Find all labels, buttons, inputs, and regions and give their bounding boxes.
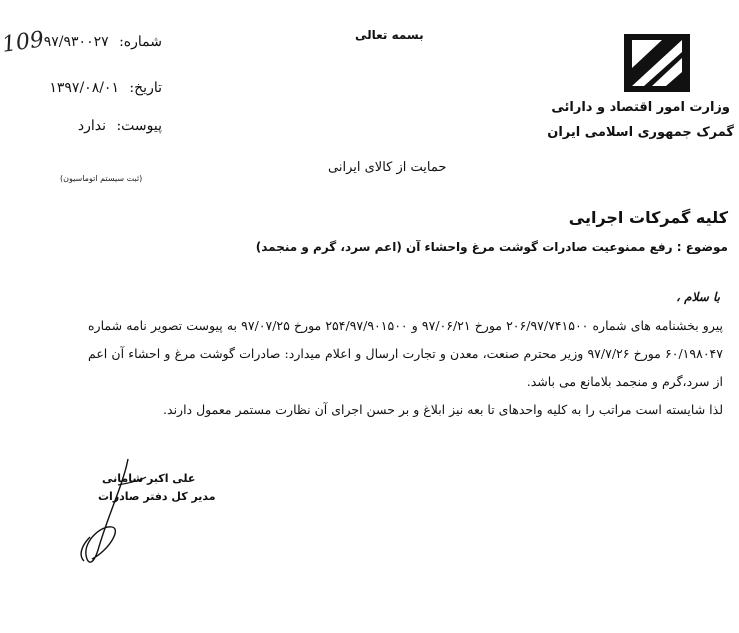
letter-attachment — [40, 118, 162, 134]
handwritten-mark: 109 — [0, 27, 46, 58]
ministry-name: وزارت امور اقتصاد و دارائی — [551, 100, 730, 115]
slogan: حمایت از کالای ایرانی — [328, 160, 447, 175]
signer-title: مدیر کل دفتر صادرات — [98, 490, 216, 503]
attachment-value: ندارد — [77, 118, 106, 134]
number-value: ۹۷/۹۳۰۰۲۷ — [43, 34, 109, 50]
besmeh-heading: بسمه تعالی — [355, 28, 424, 42]
letter-number — [40, 34, 162, 50]
date-label: تاریخ: — [129, 80, 162, 96]
signer-name: علی اکبر شامانی — [102, 472, 196, 485]
body-paragraph: لذا شایسته است مراتب را به کلیه واحدهای تا بعه نیز ابلاغ و بر حسن اجرای آن نظارت مستمر معمول دارند. — [163, 402, 723, 417]
greeting: با سلام ، — [676, 290, 720, 304]
customs-name: گمرک جمهوری اسلامی ایران — [547, 125, 734, 140]
handwritten-signature — [68, 455, 148, 570]
attachment-label: پیوست: — [116, 118, 162, 134]
system-note: (ثبت سیستم اتوماسیون) — [60, 174, 143, 183]
date-value: ۱۳۹۷/۰۸/۰۱ — [49, 80, 119, 96]
letter-body — [88, 312, 723, 424]
number-label: شماره: — [119, 34, 162, 50]
body-paragraph: پیرو بخشنامه های شماره ۲۰۶/۹۷/۷۴۱۵۰۰ مورخ ۹۷/۰۶/۲۱ و ۲۵۴/۹۷/۹۰۱۵۰۰ مورخ ۹۷/۰۷/۲۵ به پیوست تصویر نامه شماره ۶۰/۱۹۸۰۴۷ مورخ ۹۷/۷/۲۶ وزیر محترم صنعت، معدن و تجارت ارسال و اعلام میدارد: صادرات گوشت مرغ و احشاء آن اعم از سرد،گرم و منجمد بلامانع می باشد. — [88, 318, 723, 389]
subject-line: موضوع : رفع ممنوعیت صادرات گوشت مرغ واحشاء آن (اعم سرد، گرم و منجمد) — [255, 240, 728, 254]
customs-logo-icon — [622, 32, 692, 94]
letter-date — [40, 80, 162, 96]
recipient: کلیه گمرکات اجرایی — [568, 208, 728, 227]
